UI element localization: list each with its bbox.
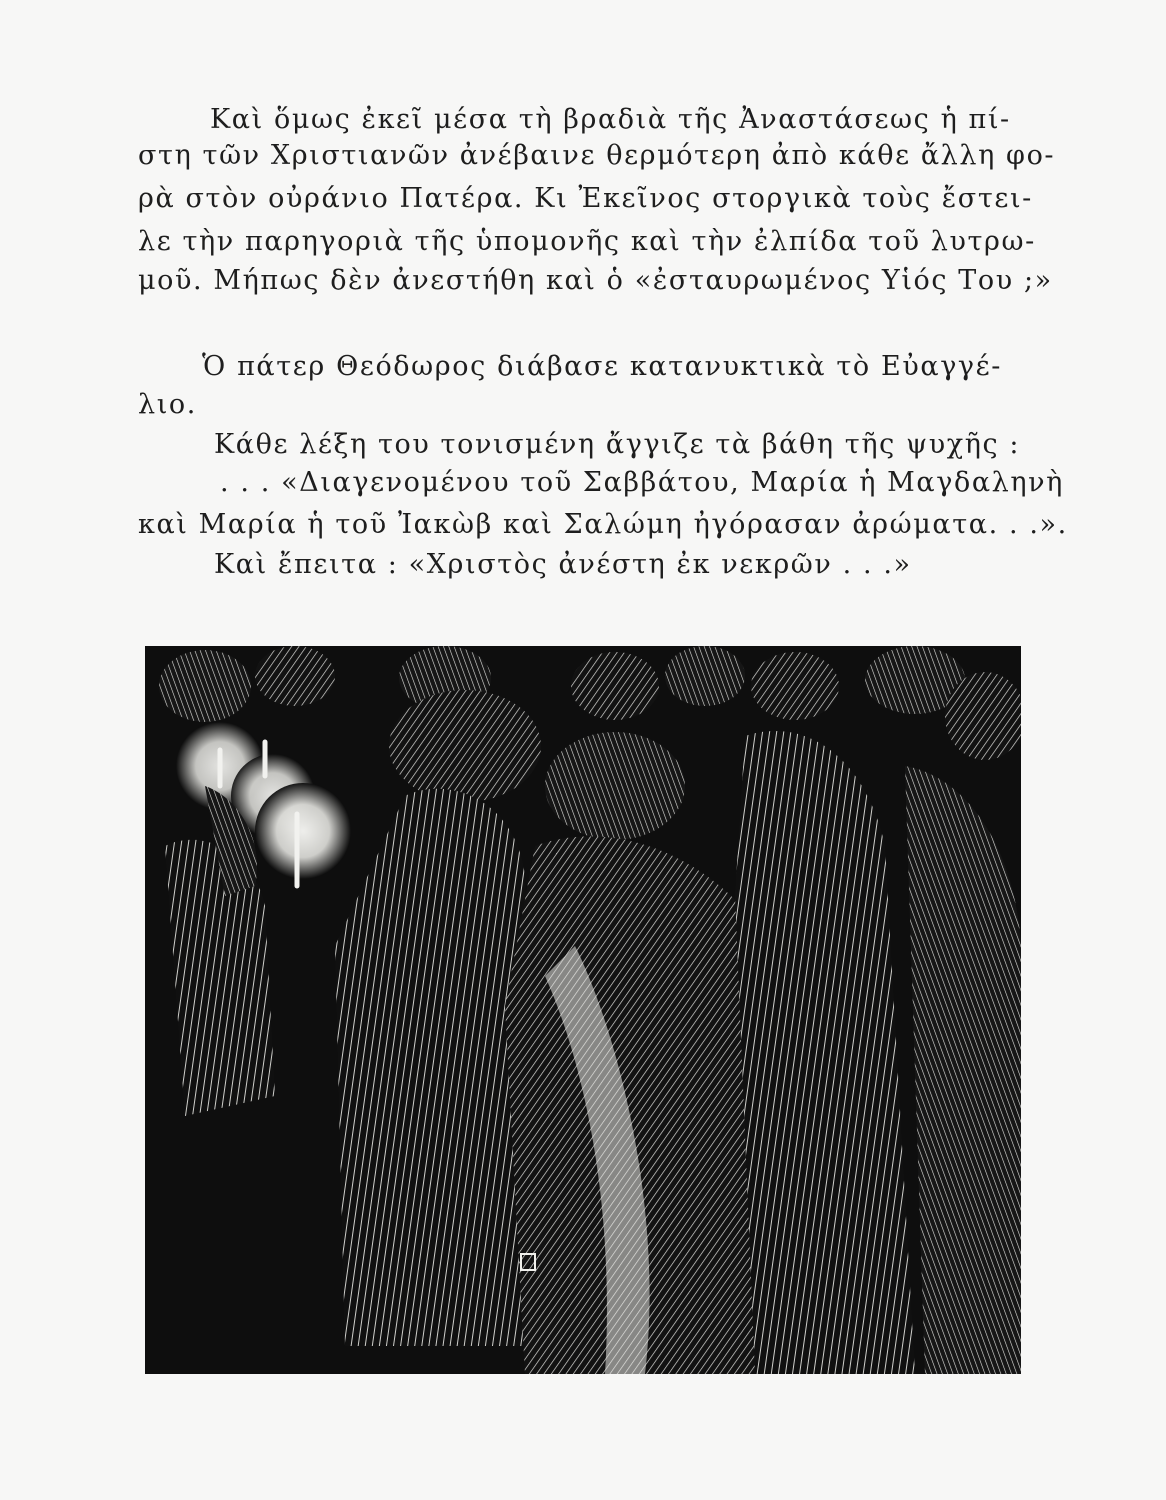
- woodcut-illustration: [145, 646, 1021, 1374]
- text-line: ρὰ στὸν οὐράνιο Πατέρα. Κι Ἐκεῖνος στοργικὰ τοὺς ἔστει-: [138, 183, 1033, 214]
- text-line: Καὶ ἔπειτα : «Χριστὸς ἀνέστη ἐκ νεκρῶν . . .»: [214, 549, 912, 580]
- text-line: καὶ Μαρία ἡ τοῦ Ἰακὼβ καὶ Σαλώμη ἠγόρασαν ἀρώματα. . .».: [138, 509, 1068, 540]
- text-line: Ὁ πάτερ Θεόδωρος διάβασε κατανυκτικὰ τὸ Εὐαγγέ-: [202, 351, 1002, 382]
- text-line: Καὶ ὅμως ἐκεῖ μέσα τὴ βραδιὰ τῆς Ἀναστάσεως ἡ πί-: [210, 104, 1011, 135]
- turban-figure-head: [389, 690, 541, 802]
- text-line: . . . «Διαγενομένου τοῦ Σαββάτου, Μαρία ἡ Μαγδαληνὴ: [220, 467, 1064, 498]
- text-line: μοῦ. Μήπως δὲν ἀνεστήθη καὶ ὁ «ἐσταυρωμένος Υἱός Του ;»: [138, 265, 1053, 296]
- text-line: Κάθε λέξη του τονισμένη ἄγγιζε τὰ βάθη τῆς ψυχῆς :: [214, 429, 1021, 460]
- text-line: λιο.: [138, 389, 197, 420]
- text-line: λε τὴν παρηγοριὰ τῆς ὑπομονῆς καὶ τὴν ἐλπίδα τοῦ λυτρω-: [138, 226, 1036, 257]
- woodcut-svg: [145, 646, 1021, 1374]
- text-line: στη τῶν Χριστιανῶν ἀνέβαινε θερμότερη ἀπὸ κάθε ἄλλη φο-: [138, 140, 1056, 171]
- cap-figure-head: [545, 732, 685, 840]
